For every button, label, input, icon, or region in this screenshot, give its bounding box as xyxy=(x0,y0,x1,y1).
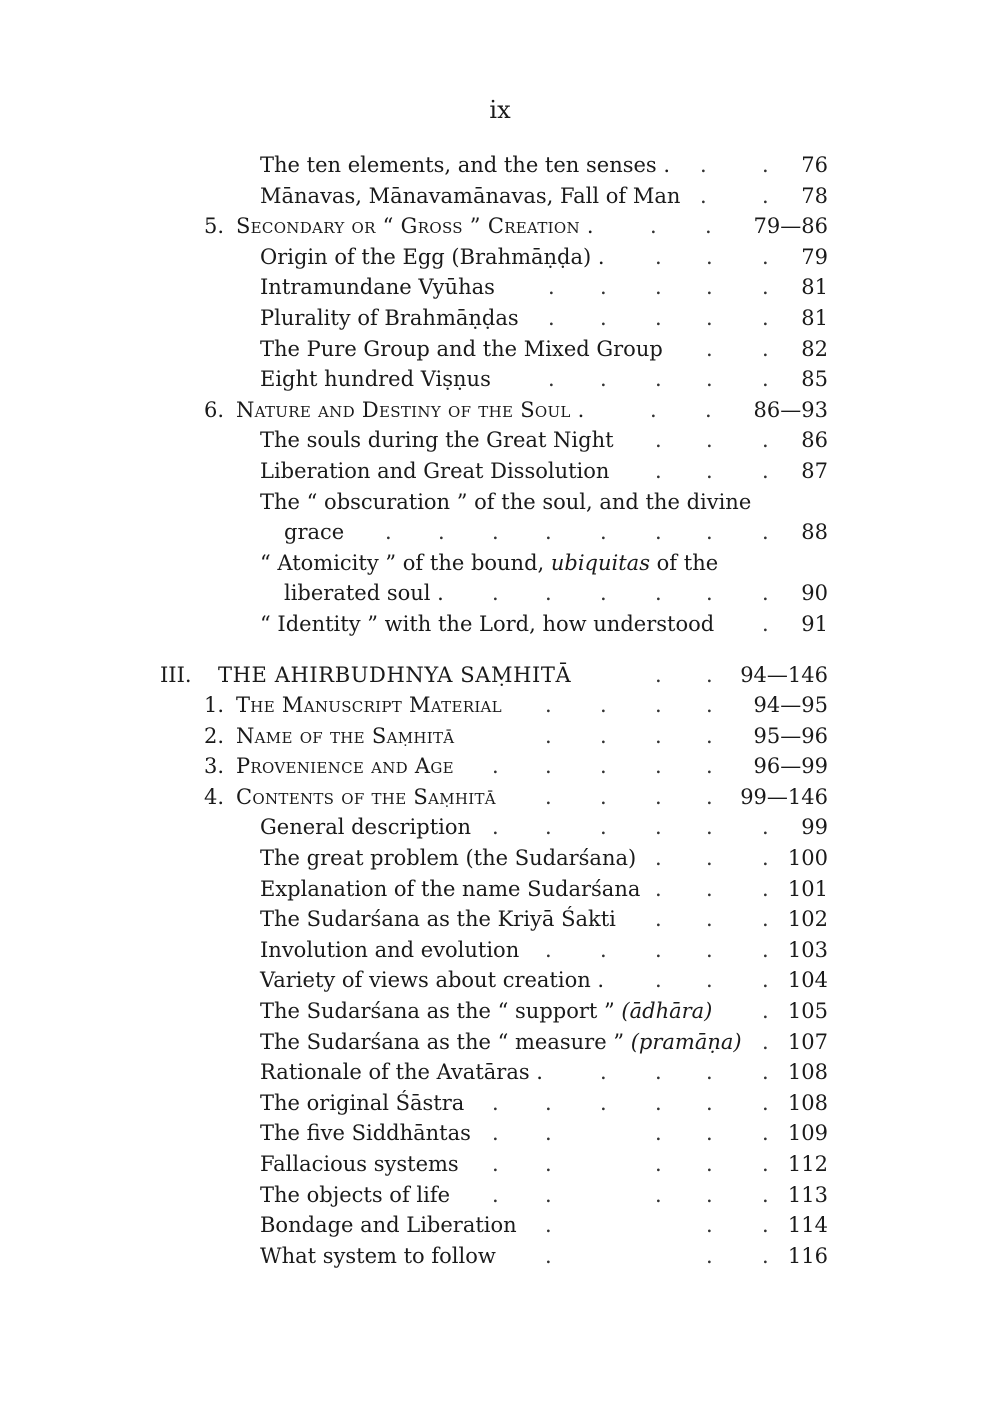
toc-entry-page: 105 xyxy=(787,999,828,1024)
leader-dot: . xyxy=(655,723,662,748)
leader-dot: . xyxy=(600,520,607,545)
toc-entry-title: The original Śāstra xyxy=(260,1090,465,1115)
leader-dot: . xyxy=(700,153,707,177)
toc-entry-page: 103 xyxy=(787,937,828,962)
leader-dot: . xyxy=(655,244,662,269)
toc-entry-page: 100 xyxy=(787,846,828,871)
toc-entry-title: The Sudarśana as the “ support ” (ādhāra) xyxy=(260,999,713,1024)
toc-entry xyxy=(0,364,1000,395)
toc-entry-page: 79—86 xyxy=(753,214,828,239)
toc-entry-title: General description xyxy=(260,815,472,840)
leader-dot: . xyxy=(762,1182,769,1207)
toc-entry-page: 88 xyxy=(801,520,828,545)
leader-dot: . xyxy=(600,723,607,748)
leader-dot: . xyxy=(762,1029,769,1054)
toc-entry xyxy=(0,425,1000,456)
toc-entry-title: Fallacious systems xyxy=(260,1152,459,1176)
toc-entry-page: 99 xyxy=(801,815,828,840)
leader-dot: . xyxy=(545,520,552,545)
toc-entry-title: THE AHIRBUDHNYA SAṂHITĀ xyxy=(218,662,572,687)
leader-dot: . xyxy=(548,305,555,330)
leader-dot: . xyxy=(492,1182,499,1207)
leader-dot: . xyxy=(655,1121,662,1146)
toc-entry xyxy=(0,456,1000,487)
leader-dot: . xyxy=(762,1213,769,1238)
leader-dot: . xyxy=(762,428,769,453)
toc-entry-page: 101 xyxy=(787,876,828,901)
toc-entry-title: Plurality of Brahmāṇḍas xyxy=(260,305,519,330)
toc-entry xyxy=(0,272,1000,303)
leader-dot: . xyxy=(655,662,662,687)
toc-entry-number: 1. xyxy=(203,693,224,718)
leader-dot: . xyxy=(706,1213,713,1238)
leader-dot: . xyxy=(762,611,769,636)
leader-dot: . xyxy=(762,1243,769,1268)
toc-entry-title: The “ obscuration ” of the soul, and the divine xyxy=(260,489,752,514)
leader-dot: . xyxy=(650,397,657,422)
leader-dot: . xyxy=(600,937,607,962)
toc-entry-title: Mānavas, Mānavamānavas, Fall of Man xyxy=(260,183,681,208)
toc-entry-page: 96—99 xyxy=(753,754,828,779)
leader-dot: . xyxy=(762,846,769,871)
toc-entry-page: 94—146 xyxy=(740,662,828,687)
leader-dot: . xyxy=(385,520,392,545)
leader-dot: . xyxy=(600,275,607,300)
toc-entry-title: The objects of life xyxy=(260,1182,451,1207)
toc-entry-page: 81 xyxy=(801,305,828,330)
toc-entry xyxy=(0,487,1000,518)
toc-entry xyxy=(0,150,1000,181)
toc-entry-page: 76 xyxy=(801,153,828,177)
leader-dot: . xyxy=(762,581,769,606)
toc-entry-title: Provenience and Age xyxy=(236,754,454,779)
leader-dot: . xyxy=(545,784,552,809)
section-gap xyxy=(0,640,1000,660)
leader-dot: . xyxy=(545,1090,552,1115)
toc-entry-page: 102 xyxy=(787,907,828,932)
leader-dot: . xyxy=(762,815,769,840)
leader-dot: . xyxy=(700,183,707,208)
leader-dot: . xyxy=(545,1152,552,1176)
toc-entry-page: 114 xyxy=(787,1213,828,1238)
leader-dot: . xyxy=(655,693,662,718)
leader-dot: . xyxy=(706,1182,713,1207)
leader-dot: . xyxy=(545,1213,552,1238)
leader-dot: . xyxy=(706,1060,713,1085)
toc-entry xyxy=(0,211,1000,242)
toc-entry-title: Contents of the Saṃhitā xyxy=(236,784,496,809)
leader-dot: . xyxy=(706,815,713,840)
toc-entry-page: 109 xyxy=(787,1121,828,1146)
leader-dot: . xyxy=(762,1060,769,1085)
toc-entry xyxy=(0,874,1000,905)
toc-entry-page: 99—146 xyxy=(740,784,828,809)
leader-dot: . xyxy=(545,1243,552,1268)
leader-dot: . xyxy=(706,937,713,962)
leader-dot: . xyxy=(762,275,769,300)
toc-entry-page: 116 xyxy=(787,1243,828,1268)
toc-entry-page: 86 xyxy=(801,428,828,453)
leader-dot: . xyxy=(706,907,713,932)
toc-entry xyxy=(0,1118,1000,1149)
toc-entry xyxy=(0,721,1000,752)
leader-dot: . xyxy=(762,1152,769,1176)
leader-dot: . xyxy=(655,907,662,932)
leader-dot: . xyxy=(655,1090,662,1115)
toc-entry xyxy=(0,1057,1000,1088)
leader-dot: . xyxy=(545,723,552,748)
leader-dot: . xyxy=(600,815,607,840)
leader-dot: . xyxy=(762,1121,769,1146)
leader-dot: . xyxy=(655,520,662,545)
leader-dot: . xyxy=(706,244,713,269)
leader-dot: . xyxy=(655,581,662,606)
toc-entry xyxy=(0,1241,1000,1272)
toc-entry-title: Intramundane Vyūhas xyxy=(260,275,495,300)
toc-entry-number: 3. xyxy=(203,754,224,779)
leader-dot: . xyxy=(762,999,769,1024)
leader-dot: . xyxy=(706,846,713,871)
toc-entry-title: Eight hundred Viṣṇus xyxy=(260,367,491,392)
toc-entry-title: Variety of views about creation . xyxy=(260,968,605,993)
leader-dot: . xyxy=(492,1090,499,1115)
toc-entry xyxy=(0,812,1000,843)
leader-dot: . xyxy=(655,1060,662,1085)
leader-dot: . xyxy=(706,367,713,392)
leader-dot: . xyxy=(650,214,657,239)
toc-entry-page: 95—96 xyxy=(753,723,828,748)
table-of-contents xyxy=(0,150,1000,1271)
toc-entry-number: 4. xyxy=(203,784,224,809)
toc-entry xyxy=(0,660,1000,691)
leader-dot: . xyxy=(762,937,769,962)
toc-entry xyxy=(0,935,1000,966)
leader-dot: . xyxy=(655,815,662,840)
toc-entry xyxy=(0,242,1000,273)
toc-entry xyxy=(0,1210,1000,1241)
leader-dot: . xyxy=(762,244,769,269)
leader-dot: . xyxy=(706,1090,713,1115)
toc-entry xyxy=(0,395,1000,426)
toc-entry xyxy=(0,548,1000,579)
leader-dot: . xyxy=(762,876,769,901)
leader-dot: . xyxy=(706,754,713,779)
toc-entry xyxy=(0,996,1000,1027)
leader-dot: . xyxy=(706,723,713,748)
leader-dot: . xyxy=(545,815,552,840)
leader-dot: . xyxy=(706,275,713,300)
leader-dot: . xyxy=(492,520,499,545)
toc-entry xyxy=(0,1180,1000,1211)
leader-dot: . xyxy=(706,520,713,545)
leader-dot: . xyxy=(655,937,662,962)
leader-dot: . xyxy=(706,336,713,361)
toc-entry xyxy=(0,1088,1000,1119)
leader-dot: . xyxy=(706,968,713,993)
toc-entry-number: 2. xyxy=(203,723,224,748)
toc-entry-page: 79 xyxy=(801,244,828,269)
toc-entry-title: “ Identity ” with the Lord, how understood xyxy=(260,611,715,636)
toc-entry-page: 94—95 xyxy=(753,693,828,718)
leader-dot: . xyxy=(545,754,552,779)
leader-dot: . xyxy=(706,581,713,606)
toc-entry xyxy=(0,517,1000,548)
toc-entry-page: 81 xyxy=(801,275,828,300)
leader-dot: . xyxy=(655,784,662,809)
toc-entry-title: Name of the Saṃhitā xyxy=(236,723,455,748)
leader-dot: . xyxy=(762,1090,769,1115)
toc-entry-page: 85 xyxy=(801,367,828,392)
leader-dot: . xyxy=(545,937,552,962)
toc-entry-title: The Manuscript Material xyxy=(236,693,502,718)
toc-entry-title: Origin of the Egg (Brahmāṇḍa) . xyxy=(260,244,605,269)
toc-entry-page: 91 xyxy=(801,611,828,636)
leader-dot: . xyxy=(706,1121,713,1146)
toc-entry-title: Explanation of the name Sudarśana xyxy=(260,876,641,901)
toc-entry-number: 5. xyxy=(203,214,224,239)
leader-dot: . xyxy=(545,581,552,606)
leader-dot: . xyxy=(655,754,662,779)
toc-entry-title: The Pure Group and the Mixed Group xyxy=(260,336,663,361)
leader-dot: . xyxy=(762,336,769,361)
leader-dot: . xyxy=(706,458,713,483)
toc-entry-page: 87 xyxy=(801,458,828,483)
leader-dot: . xyxy=(706,876,713,901)
toc-entry-page: 108 xyxy=(787,1060,828,1085)
leader-dot: . xyxy=(705,397,712,422)
toc-entry-page: 104 xyxy=(787,968,828,993)
leader-dot: . xyxy=(655,876,662,901)
leader-dot: . xyxy=(548,367,555,392)
toc-entry-title: “ Atomicity ” of the bound, ubiquitas of the xyxy=(260,550,719,575)
leader-dot: . xyxy=(762,367,769,392)
leader-dot: . xyxy=(762,520,769,545)
toc-entry-title: What system to follow xyxy=(260,1243,496,1268)
toc-entry xyxy=(0,578,1000,609)
toc-entry-page: 90 xyxy=(801,581,828,606)
leader-dot: . xyxy=(762,153,769,177)
leader-dot: . xyxy=(762,183,769,208)
leader-dot: . xyxy=(706,428,713,453)
leader-dot: . xyxy=(706,784,713,809)
leader-dot: . xyxy=(438,520,445,545)
leader-dot: . xyxy=(600,784,607,809)
toc-entry xyxy=(0,904,1000,935)
toc-entry xyxy=(0,690,1000,721)
toc-entry-page: 113 xyxy=(787,1182,828,1207)
leader-dot: . xyxy=(655,367,662,392)
toc-entry xyxy=(0,782,1000,813)
leader-dot: . xyxy=(705,214,712,239)
toc-entry-title: The great problem (the Sudarśana) xyxy=(260,846,637,871)
leader-dot: . xyxy=(655,275,662,300)
leader-dot: . xyxy=(600,1060,607,1085)
leader-dot: . xyxy=(762,458,769,483)
toc-entry-title: The five Siddhāntas xyxy=(260,1121,471,1146)
toc-entry-page: 108 xyxy=(787,1090,828,1115)
toc-entry xyxy=(0,1027,1000,1058)
leader-dot: . xyxy=(655,968,662,993)
toc-entry xyxy=(0,751,1000,782)
leader-dot: . xyxy=(545,1182,552,1207)
leader-dot: . xyxy=(600,367,607,392)
leader-dot: . xyxy=(706,662,713,687)
toc-entry-title: Nature and Destiny of the Soul . xyxy=(236,397,585,422)
leader-dot: . xyxy=(600,754,607,779)
toc-entry xyxy=(0,334,1000,365)
page-number: ix xyxy=(489,96,511,124)
leader-dot: . xyxy=(762,907,769,932)
leader-dot: . xyxy=(492,581,499,606)
toc-entry-title: Secondary or “ Gross ” Creation . xyxy=(236,214,594,239)
leader-dot: . xyxy=(706,1243,713,1268)
leader-dot: . xyxy=(655,1152,662,1176)
leader-dot: . xyxy=(492,1121,499,1146)
toc-entry-title: The ten elements, and the ten senses . xyxy=(260,153,671,177)
toc-entry xyxy=(0,609,1000,640)
toc-entry-page: 112 xyxy=(787,1152,828,1176)
toc-entry-title: Liberation and Great Dissolution xyxy=(260,458,610,483)
toc-entry-title: The Sudarśana as the Kriyā Śakti xyxy=(260,907,616,932)
leader-dot: . xyxy=(548,275,555,300)
leader-dot: . xyxy=(762,968,769,993)
toc-entry-title: liberated soul . xyxy=(284,581,444,606)
toc-entry-page: 82 xyxy=(801,336,828,361)
toc-entry-page: 78 xyxy=(801,183,828,208)
leader-dot: . xyxy=(492,1152,499,1176)
leader-dot: . xyxy=(655,305,662,330)
toc-entry-page: 107 xyxy=(787,1029,828,1054)
leader-dot: . xyxy=(600,1090,607,1115)
leader-dot: . xyxy=(600,581,607,606)
toc-entry-page: 86—93 xyxy=(753,397,828,422)
toc-entry xyxy=(0,181,1000,212)
toc-entry-title: grace xyxy=(284,520,345,545)
leader-dot: . xyxy=(706,693,713,718)
leader-dot: . xyxy=(706,1152,713,1176)
leader-dot: . xyxy=(492,815,499,840)
toc-entry xyxy=(0,965,1000,996)
leader-dot: . xyxy=(655,428,662,453)
leader-dot: . xyxy=(655,1182,662,1207)
leader-dot: . xyxy=(762,305,769,330)
toc-entry-title: Rationale of the Avatāras . xyxy=(260,1060,543,1085)
leader-dot: . xyxy=(655,458,662,483)
leader-dot: . xyxy=(600,693,607,718)
toc-entry-title: The souls during the Great Night xyxy=(260,428,614,453)
toc-entry xyxy=(0,1149,1000,1180)
leader-dot: . xyxy=(545,1121,552,1146)
leader-dot: . xyxy=(706,305,713,330)
toc-entry xyxy=(0,303,1000,334)
leader-dot: . xyxy=(655,846,662,871)
toc-entry-number: 6. xyxy=(203,397,224,422)
leader-dot: . xyxy=(545,693,552,718)
toc-entry-title: Involution and evolution xyxy=(260,937,520,962)
leader-dot: . xyxy=(600,305,607,330)
toc-entry-title: Bondage and Liberation xyxy=(260,1213,517,1238)
toc-entry xyxy=(0,843,1000,874)
leader-dot: . xyxy=(492,754,499,779)
toc-entry-title: The Sudarśana as the “ measure ” (pramāṇa) xyxy=(260,1029,742,1054)
toc-entry-number: III. xyxy=(160,662,192,687)
